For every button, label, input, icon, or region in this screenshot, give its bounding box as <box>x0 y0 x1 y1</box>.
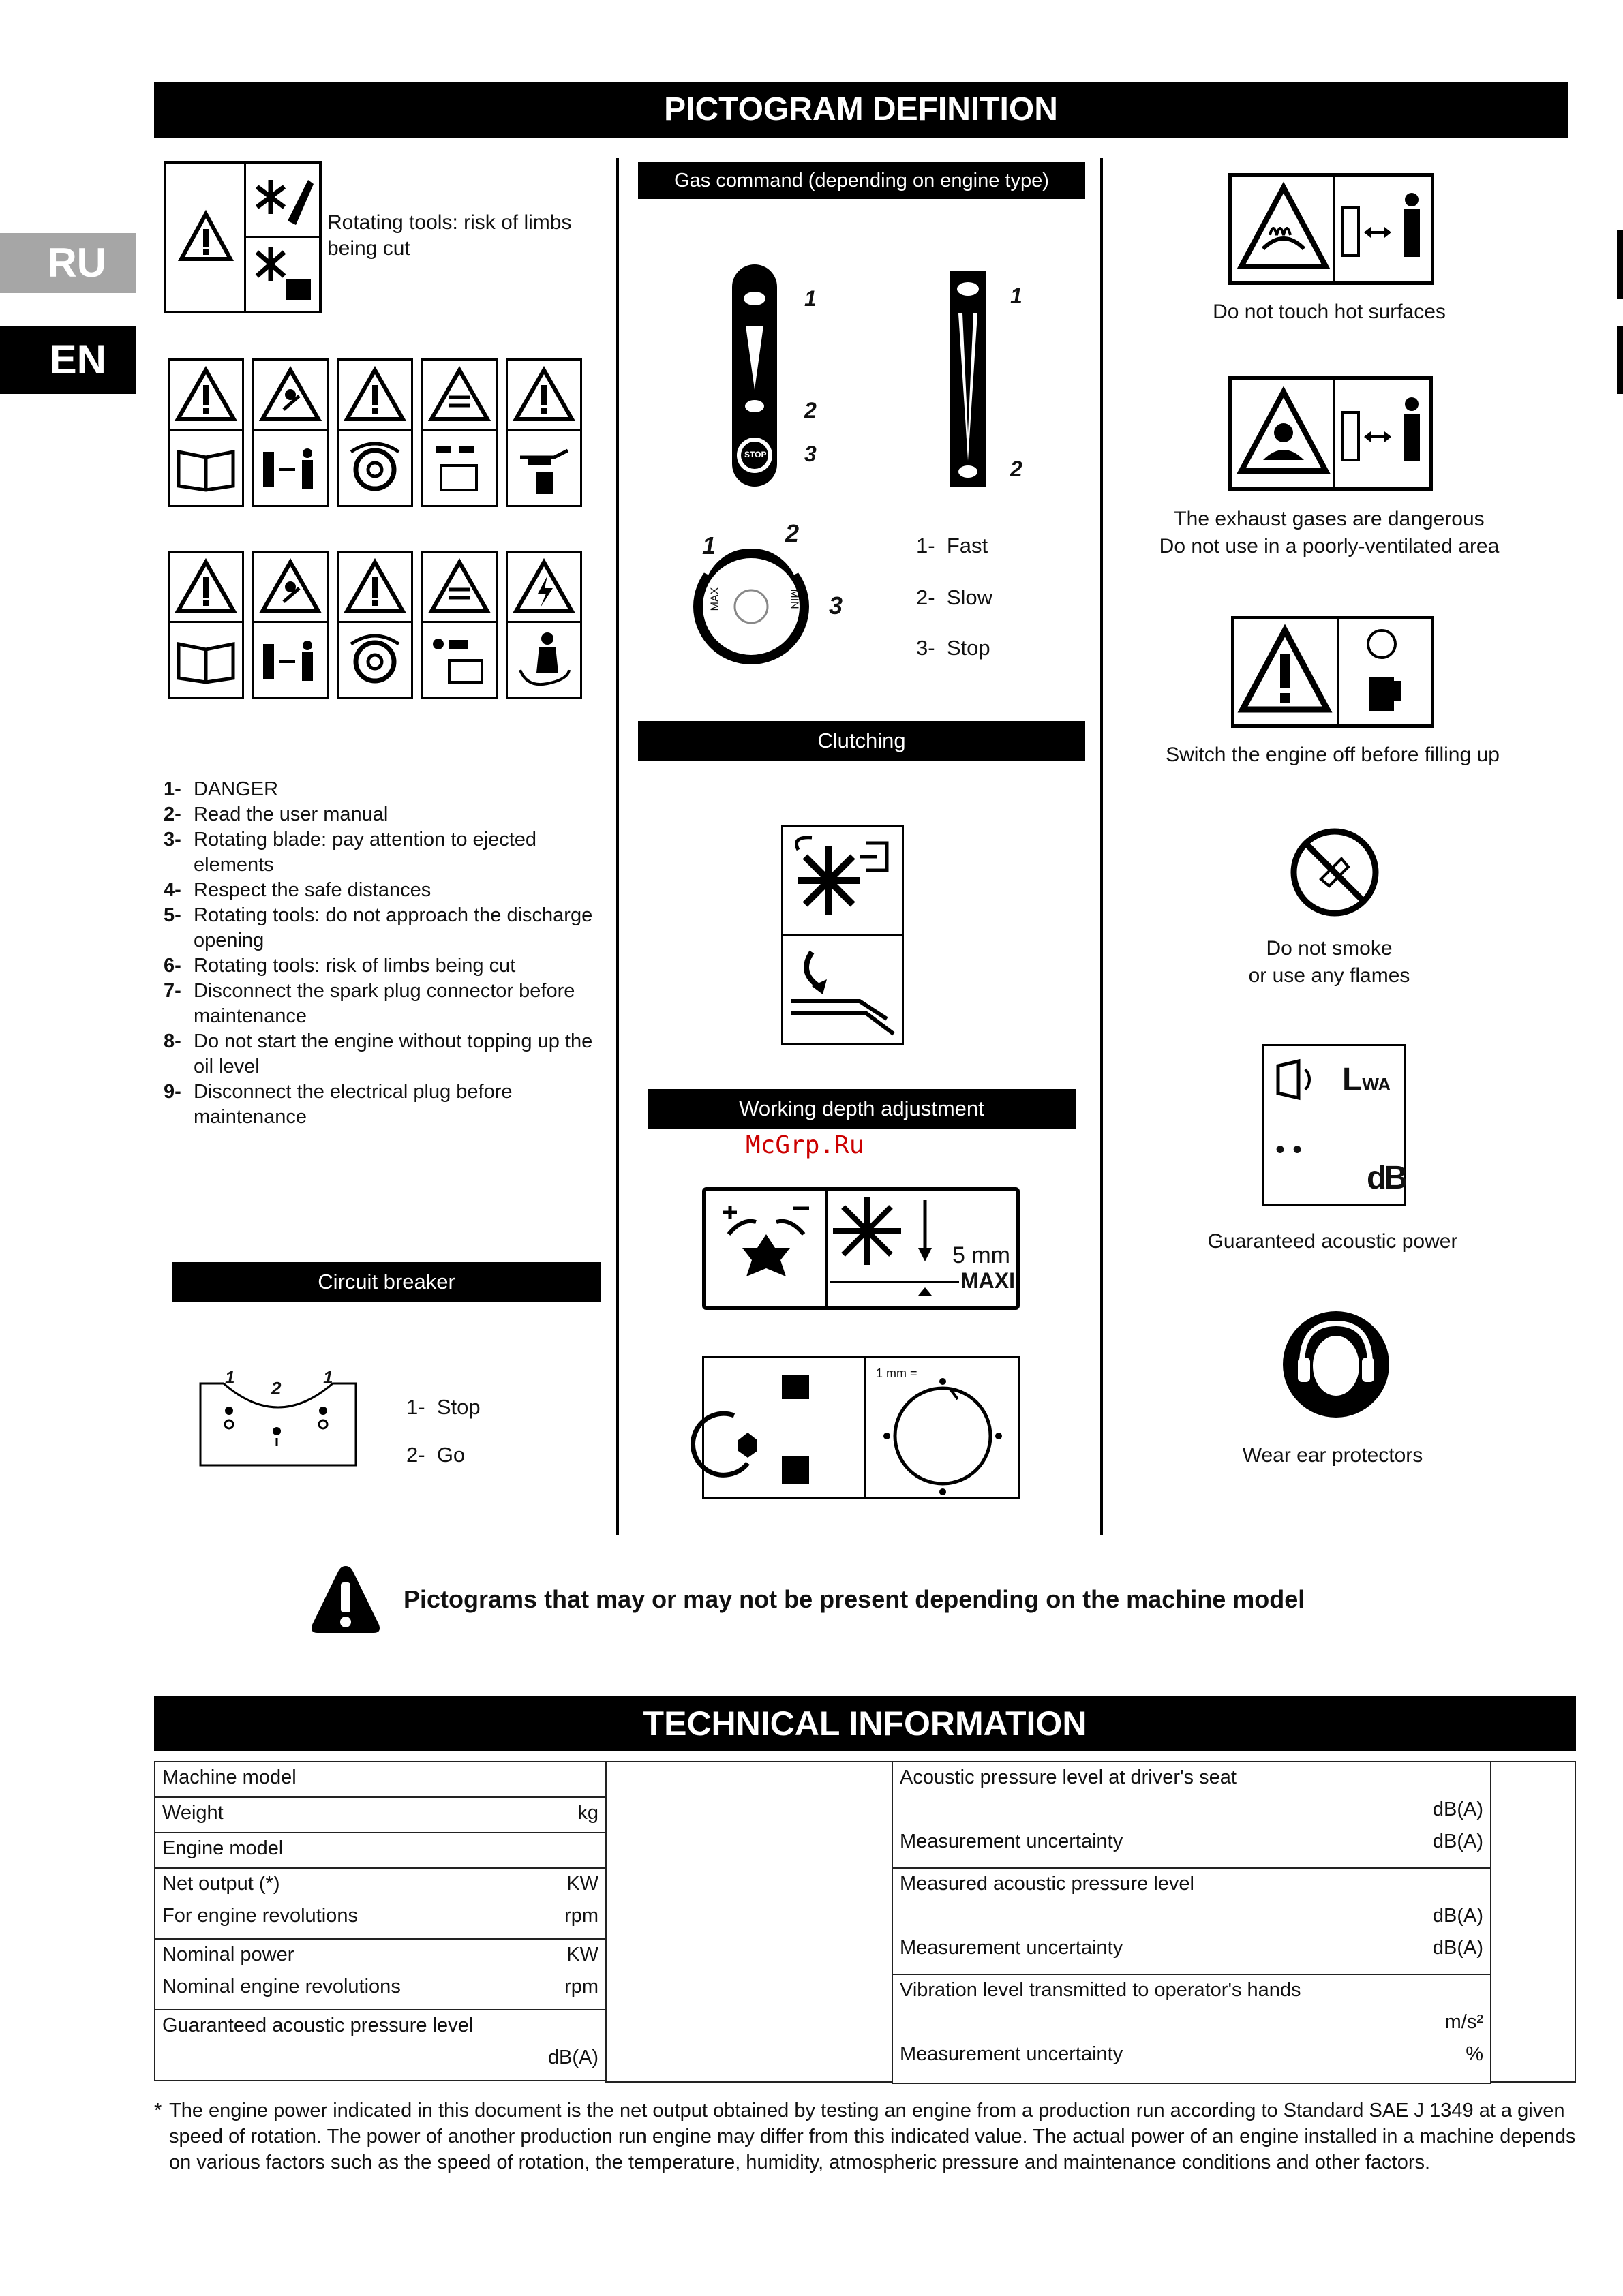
rotating-blade-icon <box>344 629 406 690</box>
no-smoking-icon <box>1287 825 1382 920</box>
engine-off-fuel-icon <box>1341 619 1429 722</box>
breaker-num: 1 <box>323 1367 333 1388</box>
blade-foot-icon <box>247 239 315 307</box>
safety-sign-distance <box>252 358 329 507</box>
table-value-col-right <box>1490 1761 1576 2083</box>
pictogram-definitions-list <box>164 777 607 1130</box>
adjust-dial-icon <box>868 1361 1018 1497</box>
safety-sign-oil <box>506 358 582 507</box>
sign-divider <box>423 621 496 623</box>
definition-item: 3- Rotating blade: pay attention to ejected elements <box>164 829 537 876</box>
definition-item: 8- Do not start the engine without topping up the oil level <box>164 1030 593 1077</box>
technical-info-table-left <box>154 1761 607 2081</box>
working-depth-title: Working depth adjustment <box>648 1089 1076 1129</box>
definition-item: 6- Rotating tools: risk of limbs being cut <box>164 955 516 977</box>
lwa-dots: • • <box>1275 1135 1303 1165</box>
sign-divider <box>339 621 411 623</box>
table-row: Nominal power KW Nominal engine revolutions rpm <box>155 1939 606 2010</box>
depth-5mm-label: 5 mm <box>952 1242 1010 1268</box>
watermark: McGrp.Ru <box>746 1131 864 1159</box>
technical-section-title: TECHNICAL INFORMATION <box>154 1696 1576 1751</box>
pictogram-section-title: PICTOGRAM DEFINITION <box>154 82 1568 138</box>
dial-num-fast: 1 <box>702 532 716 560</box>
column-divider-left <box>616 158 619 1535</box>
column-divider-right <box>1100 158 1103 1535</box>
sign-divider <box>508 429 580 431</box>
lever2-num-slow: 2 <box>1010 457 1022 481</box>
safe-distance-icon <box>260 637 321 685</box>
depth-1mm-label: 1 mm = <box>876 1366 917 1380</box>
working-depth-max-pictogram <box>702 1187 1020 1310</box>
clutch-lever-hand-icon <box>785 938 900 1041</box>
definition-item: 1- DANGER <box>164 778 279 800</box>
rotating-tools-sign <box>164 161 322 313</box>
safety-sign-manual <box>168 358 244 507</box>
sign-divider <box>254 621 327 623</box>
lang-tab-ru[interactable]: RU <box>0 233 136 293</box>
table-row: Guaranteed acoustic pressure level dB(A) <box>155 2010 606 2081</box>
safety-sign-electrical <box>421 551 498 699</box>
blade-engaged-icon <box>785 829 900 932</box>
refuel-caption: Switch the engine off before filling up <box>1166 744 1500 766</box>
adjust-knob-icon <box>707 1361 864 1497</box>
clutching-pictogram <box>781 825 904 1045</box>
person-cable-icon <box>513 629 575 690</box>
sign-divider <box>244 236 319 238</box>
speaker-icon <box>1271 1056 1319 1103</box>
lwa-label: LWA <box>1342 1062 1391 1098</box>
dial-max-label: MAX <box>709 587 721 611</box>
dial-num-stop: 3 <box>829 592 843 619</box>
sign-divider <box>254 429 327 431</box>
exhaust-caption: The exhaust gases are dangerous Do not use in a poorly-ventilated area <box>1159 508 1500 557</box>
gas-command-title: Gas command (depending on engine type) <box>638 162 1085 199</box>
definition-item: 4- Respect the safe distances <box>164 879 431 901</box>
working-depth-adjust-pictogram <box>702 1356 1020 1499</box>
breaker-num: 1 <box>225 1367 235 1388</box>
sign-divider <box>170 429 242 431</box>
depth-blade-icon <box>830 1193 966 1302</box>
sign-divider <box>508 621 580 623</box>
danger-triangle-icon <box>513 367 575 422</box>
technical-info-table-right <box>892 1761 1491 2084</box>
ear-protection-caption: Wear ear protectors <box>1242 1444 1423 1467</box>
warning-triangle-icon <box>1237 624 1333 719</box>
table-row: Acoustic pressure level at driver's seat dB(A) Measurement uncertainty dB(A) <box>892 1762 1491 1868</box>
table-row: Vibration level transmitted to operator's hands m/s² Measurement uncertainty % <box>892 1974 1491 2083</box>
oil-can-icon <box>513 437 575 498</box>
table-row: Net output (*) KW For engine revolutions rpm <box>155 1868 606 1939</box>
db-label: dB <box>1367 1160 1405 1196</box>
table-value-col-left <box>605 1761 893 2083</box>
danger-triangle-icon <box>344 560 406 614</box>
table-row: Weight kg <box>155 1797 606 1833</box>
keep-distance-icon <box>1337 385 1432 480</box>
gas-legend-slow: 2- Slow <box>916 585 993 609</box>
hot-surface-pictogram <box>1228 173 1434 285</box>
definition-item: 9- Disconnect the electrical plug before maintenance <box>164 1081 513 1128</box>
dial-min-label: MIN <box>788 589 800 609</box>
sign-divider <box>825 1191 828 1306</box>
lever-num-fast: 1 <box>804 286 817 311</box>
table-row: Machine model <box>155 1762 606 1797</box>
clutching-title: Clutching <box>638 721 1085 761</box>
table-row: Measured acoustic pressure level dB(A) Measurement uncertainty dB(A) <box>892 1868 1491 1974</box>
no-smoking-caption: Do not smoke or use any flames <box>1248 937 1410 987</box>
danger-triangle-icon <box>344 367 406 422</box>
electric-shock-icon <box>513 560 575 614</box>
circuit-breaker-title: Circuit breaker <box>172 1262 601 1302</box>
depth-maxi-label: MAXI <box>960 1268 1015 1293</box>
limbs-cut-icon <box>429 367 490 422</box>
hot-surface-icon <box>1236 181 1331 276</box>
blade-hand-icon <box>247 166 315 234</box>
table-row: Engine model <box>155 1833 606 1868</box>
limbs-cut-icon <box>429 560 490 614</box>
rotating-blade-icon <box>344 437 406 498</box>
depth-knob-icon <box>708 1193 824 1302</box>
right-edge-tab <box>1617 326 1623 394</box>
ejected-elements-icon <box>260 367 321 422</box>
warning-triangle-icon <box>179 210 233 264</box>
definition-item: 5- Rotating tools: do not approach the discharge opening <box>164 904 593 951</box>
footnote-text: The engine power indicated in this document is the net output obtained by testing an engine from a production run according to Standard SAE J 1349 at a given speed of rotation. The power of another production run engine may differ from this indicated value. The actual power of an engine installed in a machine depends on various factors such as the speed of rotation, the temperature, humidity, atmospheric pressure and maintenance conditions and other factors. <box>169 2100 1576 2173</box>
sign-divider <box>1333 177 1335 281</box>
manual-book-icon <box>175 445 237 493</box>
lang-tab-en[interactable]: EN <box>0 326 136 394</box>
electrical-plug-icon <box>429 633 490 688</box>
sign-divider <box>1333 380 1335 487</box>
definition-item: 7- Disconnect the spark plug connector before maintenance <box>164 980 575 1027</box>
safety-sign-electric-shock <box>506 551 582 699</box>
lever-stop-label: STOP <box>744 450 767 459</box>
danger-triangle-icon <box>175 367 237 422</box>
gas-legend-fast: 1- Fast <box>916 534 988 557</box>
sign-divider <box>1337 619 1339 724</box>
right-edge-tab <box>1617 230 1623 299</box>
safe-distance-icon <box>260 445 321 493</box>
footnote <box>154 2098 1579 2175</box>
safety-sign-blade <box>337 358 413 507</box>
safety-sign-manual-2 <box>168 551 244 699</box>
safety-sign-distance-2 <box>252 551 329 699</box>
danger-triangle-icon <box>175 560 237 614</box>
warning-note-text: Pictograms that may or may not be present depending on the machine model <box>404 1585 1305 1613</box>
manual-book-icon <box>175 637 237 685</box>
circuit-breaker-legend-stop: 1- Stop <box>406 1395 481 1419</box>
footnote-mark: * <box>154 2100 162 2122</box>
safety-sign-blade-2 <box>337 551 413 699</box>
lever2-num-fast: 1 <box>1010 284 1022 308</box>
exhaust-pictogram <box>1228 376 1433 491</box>
acoustic-power-pictogram <box>1262 1044 1406 1206</box>
refuel-pictogram <box>1231 616 1434 728</box>
sign-divider <box>339 429 411 431</box>
dial-num-slow: 2 <box>785 519 800 547</box>
warning-note-icon <box>308 1562 383 1637</box>
definition-item: 2- Read the user manual <box>164 803 389 825</box>
sign-divider <box>864 1358 866 1497</box>
ejected-elements-icon <box>260 560 321 614</box>
keep-distance-icon <box>1337 181 1432 276</box>
lever-num-stop: 3 <box>804 442 817 466</box>
sign-divider <box>783 934 902 936</box>
spark-plug-icon <box>429 441 490 495</box>
hot-surface-caption: Do not touch hot surfaces <box>1213 301 1446 323</box>
circuit-breaker-legend-go: 2- Go <box>406 1443 466 1467</box>
ear-protection-icon <box>1281 1310 1391 1419</box>
rotating-tools-caption: Rotating tools: risk of limbs being cut <box>327 211 572 260</box>
acoustic-power-caption: Guaranteed acoustic power <box>1207 1230 1458 1253</box>
breaker-num: 2 <box>271 1378 282 1398</box>
safety-sign-spark-plug <box>421 358 498 507</box>
gas-legend-stop: 3- Stop <box>916 636 990 660</box>
throttle-lever-icon <box>949 270 987 488</box>
sign-divider <box>170 621 242 623</box>
exhaust-gas-icon <box>1236 385 1331 480</box>
sign-divider <box>423 429 496 431</box>
lever-num-slow: 2 <box>804 398 817 423</box>
